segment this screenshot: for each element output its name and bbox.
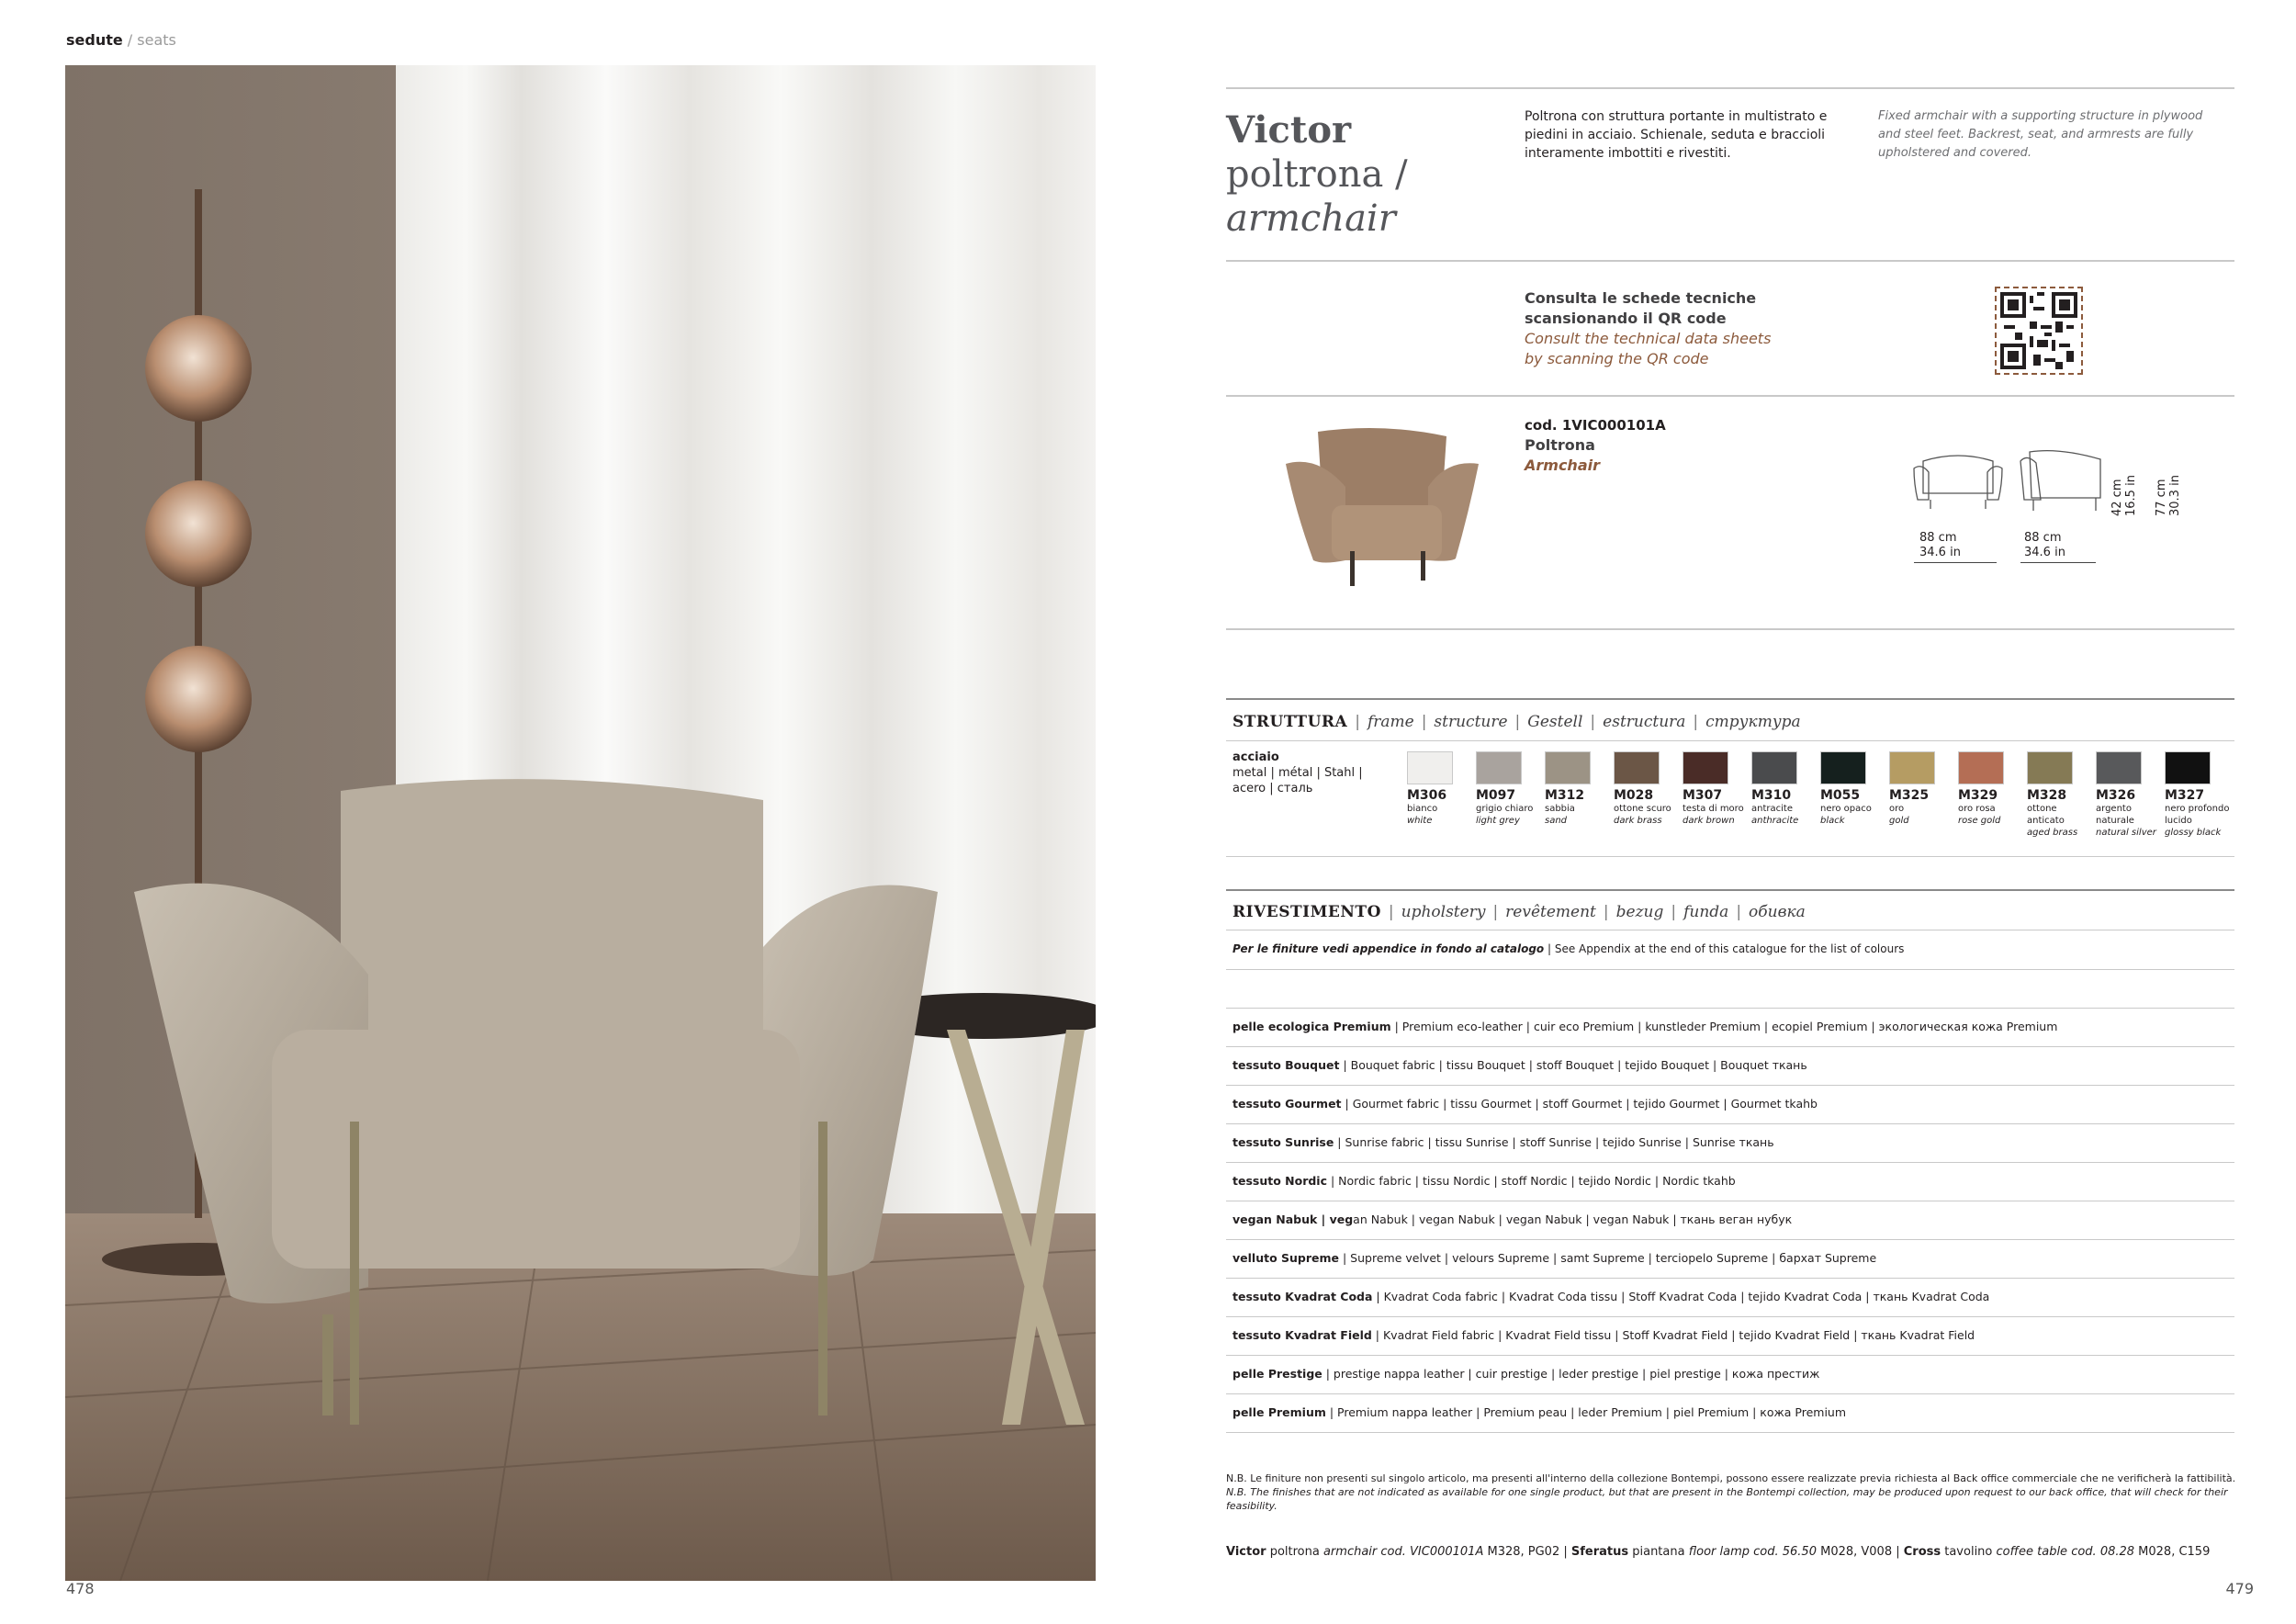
product-name-en: Armchair	[1525, 457, 1600, 474]
upholstery-row-name: pelle ecologica Premium	[1232, 1020, 1391, 1033]
upholstery-row	[1232, 1405, 1846, 1419]
swatch-m312[interactable]	[1545, 751, 1614, 827]
upholstery-row-name: tessuto Kvadrat Field	[1232, 1328, 1372, 1342]
rule	[1226, 1278, 2234, 1279]
upholstery-row	[1232, 1020, 2057, 1033]
swatch-chip	[1476, 751, 1522, 784]
photo-credits	[1226, 1545, 2210, 1559]
upholstery-row-name: tessuto Sunrise	[1232, 1135, 1334, 1149]
dimension-width-1	[1919, 531, 1961, 560]
swatch-name-it: antracite	[1751, 804, 1793, 814]
rule	[1226, 856, 2234, 857]
rule	[1226, 1123, 2234, 1124]
swatch-name-en: black	[1820, 816, 1845, 826]
swatch-chip	[2096, 751, 2142, 784]
swatch-m327[interactable]	[2165, 751, 2234, 839]
swatch-chip	[1683, 751, 1728, 784]
qr-pattern-icon	[2000, 292, 2077, 369]
upholstery-row	[1232, 1328, 1975, 1342]
swatch-m328[interactable]	[2027, 751, 2096, 839]
qr-en-line2: by scanning the QR code	[1525, 350, 1709, 367]
swatch-name-it: testa di moro	[1683, 804, 1744, 814]
swatch-m310[interactable]	[1751, 751, 1820, 827]
qr-instructions	[1525, 288, 1874, 369]
swatch-name-en: dark brass	[1614, 816, 1662, 826]
swatch-code: M028	[1614, 788, 1654, 803]
rule	[1226, 1432, 2234, 1433]
dimension-cm: 88 cm	[2024, 531, 2062, 545]
swatch-name-en: dark brown	[1683, 816, 1735, 826]
structure-heading: STRUTTURA | frame | structure | Gestell | estructura | структура	[1232, 713, 1801, 731]
swatch-code: M306	[1407, 788, 1447, 803]
upholstery-row-translations: | Supreme velvet | velours Supreme | samt Supreme | terciopelo Supreme | бархат Supreme	[1339, 1251, 1877, 1265]
rule	[1226, 1046, 2234, 1047]
finishes-note	[1232, 942, 1904, 955]
product-title	[1226, 108, 1408, 241]
breadcrumb-separator: /	[122, 31, 138, 49]
dimension-in: 30.3 in	[2168, 475, 2182, 516]
swatch-name-it: bianco	[1407, 804, 1438, 814]
swatch-m307[interactable]	[1683, 751, 1751, 827]
material-translations: acero | сталь	[1232, 782, 1313, 795]
swatch-name-en: sand	[1545, 816, 1568, 826]
description-italian: Poltrona con struttura portante in multistrato e piedini in acciaio. Schienale, seduta e braccioli interamente imbottiti e rivestiti.	[1525, 109, 1828, 161]
product-type-it: poltrona /	[1226, 153, 1408, 196]
description-english: Fixed armchair with a supporting structure in plywood and steel feet. Backrest, seat, and armrests are fully upholstered and covered.	[1878, 109, 2203, 160]
swatch-code: M326	[2096, 788, 2136, 803]
swatch-name-en: aged brass	[2027, 828, 2078, 838]
swatch-chip	[1889, 751, 1935, 784]
upholstery-row-name: pelle Prestige	[1232, 1367, 1322, 1381]
finishes-disclaimer	[1226, 1472, 2236, 1513]
upholstery-translation: bezug	[1615, 903, 1664, 921]
swatch-name-en: anthracite	[1751, 816, 1799, 826]
rule	[1226, 969, 2234, 970]
rule	[1226, 1085, 2234, 1086]
upholstery-row-translations: | Kvadrat Coda fabric | Kvadrat Coda tissu | Stoff Kvadrat Coda | tejido Kvadrat Coda | ткань Kvadrat Coda	[1372, 1290, 1990, 1303]
upholstery-title: RIVESTIMENTO	[1232, 903, 1381, 921]
upholstery-row	[1232, 1367, 1819, 1381]
swatch-name-en: rose gold	[1958, 816, 2001, 826]
dimension-width-2	[2024, 531, 2065, 560]
finishes-note-bold: Per le finiture vedi appendice in fondo al catalogo	[1232, 942, 1545, 955]
credit-product: Cross	[1903, 1545, 1941, 1559]
swatch-name-it: oro	[1889, 804, 1905, 814]
upholstery-row-translations: | Gourmet fabric | tissu Gourmet | stoff Gourmet | tejido Gourmet | Gourmet tkahb	[1341, 1097, 1818, 1111]
breadcrumb	[66, 31, 176, 49]
page-number-right: 479	[2225, 1580, 2254, 1597]
swatch-code: M097	[1476, 788, 1516, 803]
swatch-name-it: grigio chiaro	[1476, 804, 1534, 814]
dimension-height-2	[2155, 475, 2182, 516]
swatch-m325[interactable]	[1889, 751, 1958, 827]
structure-material	[1232, 750, 1363, 796]
swatch-name-en: natural silver	[2096, 828, 2156, 838]
swatch-m329[interactable]	[1958, 751, 2027, 827]
dimension-cm: 42 cm	[2110, 479, 2124, 516]
swatch-chip	[1407, 751, 1453, 784]
armchair-scene-illustration	[65, 65, 1096, 1581]
upholstery-row-translations: | Nordic fabric | tissu Nordic | stoff Nordic | tejido Nordic | Nordic tkahb	[1327, 1174, 1736, 1188]
swatch-m055[interactable]	[1820, 751, 1889, 827]
upholstery-row-translations: | Kvadrat Field fabric | Kvadrat Field tissu | Stoff Kvadrat Field | tejido Kvadrat Field | ткань Kvadrat Field	[1371, 1328, 1975, 1342]
disclaimer-en: N.B. The finishes that are not indicated as available for one single product, but that are present in the Bontempi collection, may be produced upon request to our back office, that will check for their feasibility.	[1226, 1486, 2228, 1512]
upholstery-translation: обивка	[1749, 903, 1806, 921]
upholstery-row	[1232, 1135, 1774, 1149]
rule	[1226, 1355, 2234, 1356]
credit-text: poltrona	[1266, 1545, 1323, 1559]
upholstery-row-translations: | Sunrise fabric | tissu Sunrise | stoff Sunrise | tejido Sunrise | Sunrise ткань	[1334, 1135, 1774, 1149]
dimension-underline	[2020, 562, 2096, 563]
breadcrumb-main: sedute	[66, 31, 123, 49]
swatch-name-it: oro rosa	[1958, 804, 1996, 814]
rule	[1226, 1239, 2234, 1240]
swatch-name-en: white	[1407, 816, 1433, 826]
rule	[1226, 740, 2234, 741]
swatch-name-it: sabbia	[1545, 804, 1575, 814]
credit-finish: M028, V008 |	[1816, 1545, 1904, 1559]
swatch-chip	[1751, 751, 1797, 784]
credit-product: Sferatus	[1570, 1545, 1629, 1559]
dimension-cm: 88 cm	[1919, 531, 1957, 545]
credit-finish: M028, C159	[2134, 1545, 2211, 1559]
rule	[1226, 889, 2234, 891]
upholstery-row-name: vegan Nabuk | veg	[1232, 1212, 1354, 1226]
credit-text: tavolino	[1941, 1545, 1997, 1559]
dimension-in: 34.6 in	[1919, 546, 1961, 559]
swatch-chip	[1820, 751, 1866, 784]
upholstery-row-name: tessuto Nordic	[1232, 1174, 1328, 1188]
swatch-name-it: nero profondo lucido	[2165, 804, 2230, 826]
credit-type: armchair	[1322, 1545, 1378, 1559]
swatch-code: M055	[1820, 788, 1861, 803]
rule	[1226, 395, 2234, 397]
swatch-m097[interactable]	[1476, 751, 1545, 827]
product-photo	[65, 65, 1096, 1581]
structure-translation: structure	[1434, 713, 1508, 731]
swatch-m326[interactable]	[2096, 751, 2165, 839]
rule	[1226, 260, 2234, 262]
rule	[1226, 698, 2234, 700]
swatch-name-it: nero opaco	[1820, 804, 1872, 814]
upholstery-row-name: tessuto Bouquet	[1232, 1058, 1340, 1072]
rule	[1226, 1008, 2234, 1009]
swatch-name-it: ottone anticato	[2027, 804, 2065, 826]
upholstery-row	[1232, 1097, 1818, 1111]
structure-translation: frame	[1367, 713, 1414, 731]
rule	[1226, 87, 2234, 89]
swatch-code: M310	[1751, 788, 1792, 803]
upholstery-translation: funda	[1683, 903, 1729, 921]
credit-product: Victor	[1226, 1545, 1266, 1559]
rule	[1226, 628, 2234, 630]
rule	[1226, 1393, 2234, 1394]
upholstery-row-translations: | Bouquet fabric | tissu Bouquet | stoff Bouquet | tejido Bouquet | Bouquet ткань	[1339, 1058, 1807, 1072]
dimension-in: 34.6 in	[2024, 546, 2065, 559]
upholstery-heading: RIVESTIMENTO | upholstery | revêtement | bezug | funda | обивка	[1232, 903, 1806, 921]
swatch-chip	[1614, 751, 1660, 784]
structure-translation: структура	[1705, 713, 1801, 731]
swatch-code: M312	[1545, 788, 1585, 803]
dimension-in: 16.5 in	[2124, 475, 2138, 516]
swatch-code: M307	[1683, 788, 1723, 803]
swatch-name-it: ottone scuro	[1614, 804, 1671, 814]
rule	[1226, 1316, 2234, 1317]
upholstery-row-name: tessuto Gourmet	[1232, 1097, 1342, 1111]
swatch-chip	[1545, 751, 1591, 784]
swatch-code: M327	[2165, 788, 2205, 803]
swatch-code: M328	[2027, 788, 2067, 803]
disclaimer-it: N.B. Le finiture non presenti sul singolo articolo, ma presenti all'interno della collezione Bontempi, possono essere realizzate previa richiesta al Back office commerciale che ne verificherà la fattibilità.	[1226, 1472, 2236, 1484]
armchair-thumbnail	[1281, 423, 1483, 588]
swatch-m028[interactable]	[1614, 751, 1683, 827]
upholstery-row-name: velluto Supreme	[1232, 1251, 1340, 1265]
dimension-height-1	[2110, 475, 2138, 516]
credit-code: cod. VIC000101A	[1377, 1545, 1484, 1559]
page-number-left: 478	[66, 1580, 95, 1597]
structure-title: STRUTTURA	[1232, 713, 1348, 731]
product-type-en: armchair	[1226, 197, 1396, 240]
upholstery-row-translations: | Premium nappa leather | Premium peau | leder Premium | piel Premium | кожа Premium	[1325, 1405, 1847, 1419]
qr-it-line1: Consulta le schede tecniche	[1525, 289, 1757, 307]
swatch-name-en: glossy black	[2165, 828, 2222, 838]
qr-it-line2: scansionando il QR code	[1525, 310, 1727, 327]
upholstery-translation: upholstery	[1401, 903, 1486, 921]
credit-type: floor lamp	[1688, 1545, 1750, 1559]
upholstery-row	[1232, 1174, 1736, 1188]
swatch-code: M325	[1889, 788, 1930, 803]
material-name: acciaio	[1232, 750, 1279, 764]
upholstery-row-name: tessuto Kvadrat Coda	[1232, 1290, 1373, 1303]
dimension-drawings	[1912, 443, 2206, 571]
swatch-name-it: argento naturale	[2096, 804, 2134, 826]
upholstery-row-name: pelle Premium	[1232, 1405, 1326, 1419]
credit-text: piantana	[1628, 1545, 1689, 1559]
credit-code: cod. 08.28	[2067, 1545, 2135, 1559]
rule	[1226, 1162, 2234, 1163]
swatch-name-en: light grey	[1476, 816, 1520, 826]
upholstery-row-translations: | prestige nappa leather | cuir prestige | leder prestige | piel prestige | кожа престиж	[1322, 1367, 1820, 1381]
swatch-name-en: gold	[1889, 816, 1909, 826]
swatch-chip	[1958, 751, 2004, 784]
swatch-code: M329	[1958, 788, 1998, 803]
structure-translation: Gestell	[1527, 713, 1583, 731]
dimension-underline	[1914, 562, 1997, 563]
credit-type: coffee table	[1996, 1545, 2068, 1559]
upholstery-row-translations: an Nabuk | vegan Nabuk | vegan Nabuk | vegan Nabuk | ткань веган нубук	[1353, 1212, 1793, 1226]
upholstery-row-translations: | Premium eco-leather | cuir eco Premium | kunstleder Premium | ecopiel Premium | экологическая кожа Premium	[1390, 1020, 2058, 1033]
qr-en-line1: Consult the technical data sheets	[1525, 330, 1772, 347]
qr-code[interactable]	[1995, 287, 2083, 375]
material-translations: metal | métal | Stahl |	[1232, 766, 1363, 780]
armchair-icon	[1281, 423, 1483, 588]
structure-translation: estructura	[1603, 713, 1686, 731]
upholstery-row	[1232, 1212, 1792, 1226]
breadcrumb-sub: seats	[137, 31, 176, 49]
product-name-it: Poltrona	[1525, 436, 1595, 454]
upholstery-row	[1232, 1251, 1876, 1265]
swatch-chip	[2027, 751, 2073, 784]
dimension-cm: 77 cm	[2155, 479, 2168, 516]
upholstery-translation: revêtement	[1505, 903, 1596, 921]
upholstery-row	[1232, 1290, 1989, 1303]
finishes-note-rest: | See Appendix at the end of this catalogue for the list of colours	[1544, 942, 1905, 955]
upholstery-row	[1232, 1058, 1807, 1072]
swatch-m306[interactable]	[1407, 751, 1476, 827]
product-code-block	[1525, 415, 1666, 476]
swatch-chip	[2165, 751, 2211, 784]
credit-finish: M328, PG02 |	[1483, 1545, 1571, 1559]
product-code: cod. 1VIC000101A	[1525, 417, 1666, 434]
credit-code: cod. 56.50	[1750, 1545, 1817, 1559]
product-name: Victor	[1226, 108, 1352, 152]
